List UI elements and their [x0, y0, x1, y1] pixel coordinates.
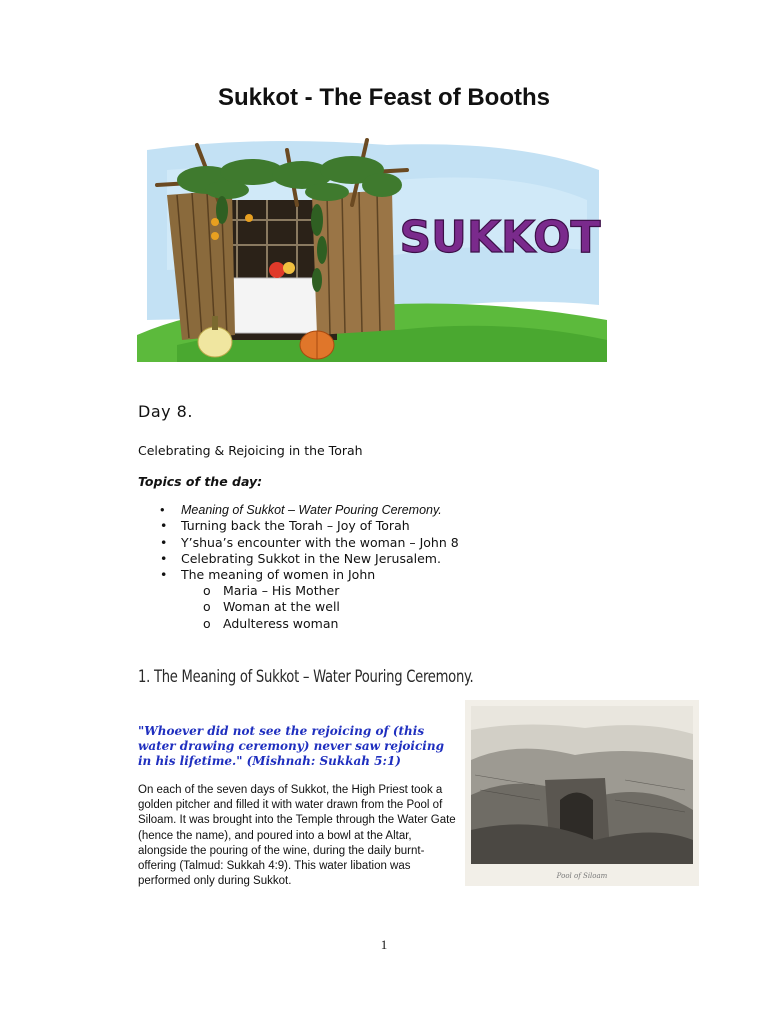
list-item: o Woman at the well — [203, 599, 340, 615]
day-subtitle: Celebrating & Rejoicing in the Torah — [138, 443, 363, 458]
sukkot-logo-text: SUKKOT — [399, 212, 601, 263]
list-item: o Maria – His Mother — [203, 583, 340, 598]
list-item: o Adulteress woman — [203, 615, 339, 631]
subtopics-list — [138, 583, 340, 632]
page-title: Sukkot - The Feast of Booths — [217, 84, 550, 111]
list-item: • The meaning of women in John — [160, 567, 376, 583]
engraving-caption: Pool of Siloam — [556, 872, 608, 880]
list-item: • Y’shua’s encounter with the woman – John 8 — [160, 534, 459, 550]
pool-of-siloam-engraving — [465, 700, 699, 886]
list-item: • Meaning of Sukkot – Water Pouring Ceremony. — [160, 503, 442, 517]
section-heading: 1. The Meaning of Sukkot – Water Pouring Ceremony. — [138, 667, 474, 687]
sukkah-illustration — [137, 130, 607, 362]
page-number: 1 — [380, 937, 388, 952]
list-item: • Turning back the Torah – Joy of Torah — [160, 518, 410, 534]
mishnah-quote: "Whoever did not see the rejoicing of (this water drawing ceremony) never saw rejoicing in his lifetime." (Mishnah: Sukkah 5:1) — [138, 724, 444, 768]
body-paragraph: On each of the seven days of Sukkot, the High Priest took a golden pitcher and filled it with water drawn from the Pool of Siloam. It was brought into the Temple through the Water Gate (hence the name), and poured into a bowl at the Altar, alongside the pouring of the wine, during the daily burnt-offering (Talmud: Sukkah 4:9). This water libation was performed only during Sukkot. — [138, 784, 456, 888]
day-label: Day 8. — [138, 402, 193, 421]
topics-heading: Topics of the day: — [138, 474, 263, 489]
topics-list — [138, 502, 459, 583]
list-item: • Celebrating Sukkot in the New Jerusalem. — [160, 550, 441, 566]
